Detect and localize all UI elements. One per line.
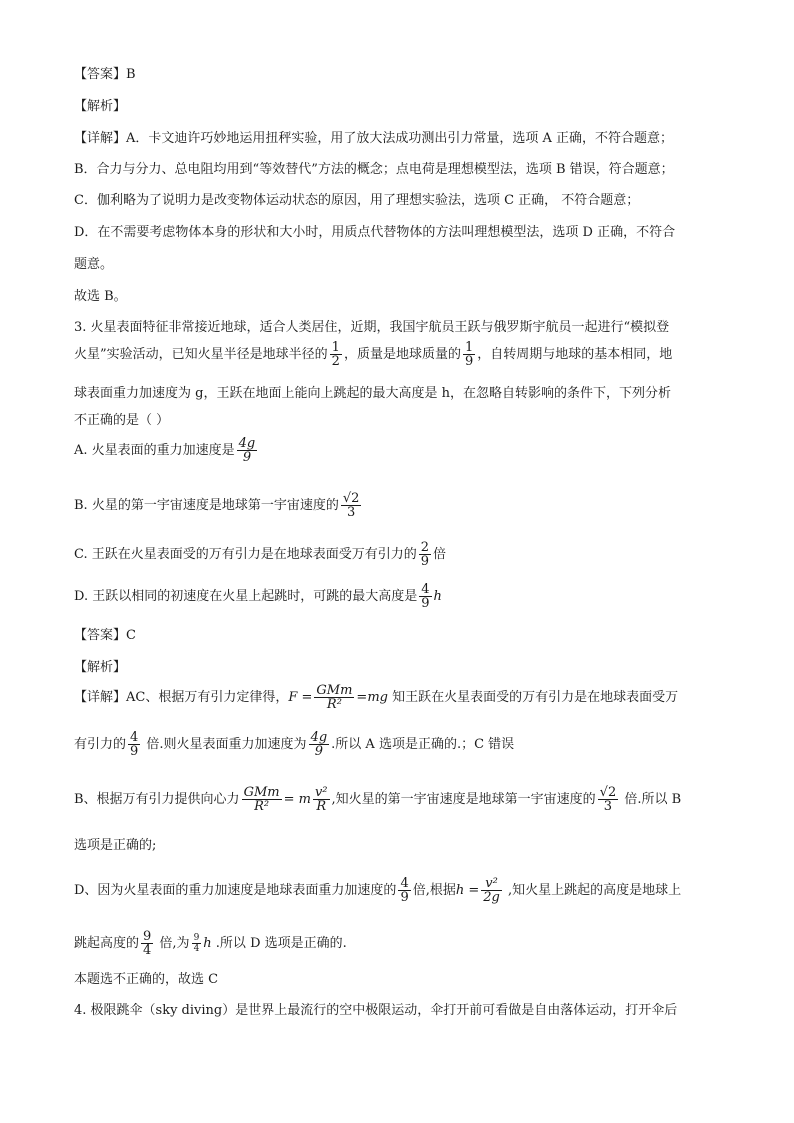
fraction-den: 3	[603, 799, 613, 814]
q3-option-b	[74, 492, 363, 519]
ac2-fraction-2	[309, 731, 330, 758]
q3-detail-d-line2	[74, 930, 347, 957]
d1-text-c: ,知火星上跳起的高度是地球上	[503, 883, 682, 898]
fraction-num: 4g	[238, 436, 256, 451]
q4-stem-line1: 4. 极限跳伞（sky diving）是世界上最流行的空中极限运动，伞打开前可看做是自由落体运动，打开伞后	[74, 1003, 678, 1018]
q2-answer: 【答案】B	[74, 67, 136, 82]
ac-mg: =mg	[356, 690, 388, 705]
d2-text-c: .所以 D 选项是正确的.	[211, 936, 347, 951]
d1-fraction-2	[481, 877, 502, 904]
fraction-num: 9	[193, 933, 200, 943]
d1-text-b: 倍,根据	[412, 883, 456, 898]
fraction-den: 9	[242, 450, 252, 465]
d2-fraction-1	[141, 930, 153, 957]
d2-h: h	[203, 936, 212, 951]
q3-option-a	[74, 437, 259, 464]
option-b-text: B. 火星的第一宇宙速度是地球第一宇宙速度的	[74, 498, 339, 513]
ac-F: F =	[288, 690, 313, 705]
option-d-text: D. 王跃以相同的初速度在火星上起跳时，可跳的最大高度是	[74, 589, 418, 604]
option-c-fraction	[419, 541, 431, 568]
ac-text-a: 【详解】AC、根据万有引力定律得，	[74, 690, 289, 705]
fraction-num: GMm	[243, 785, 280, 800]
q3-analysis-heading: 【解析】	[74, 660, 127, 675]
fraction-den: 9	[464, 354, 474, 369]
b1-text-a: B、根据万有引力提供向心力	[74, 792, 240, 807]
fraction-den: 9	[420, 554, 430, 569]
option-d-fraction	[419, 583, 431, 610]
option-c-tail: 倍	[433, 547, 447, 562]
q3-option-c	[74, 541, 446, 568]
fraction-den: 9	[400, 890, 409, 905]
option-b-fraction	[341, 492, 362, 519]
q2-conclusion: 故选 B。	[74, 289, 127, 304]
fraction-num: 1	[464, 340, 474, 355]
ac2-text-a: 有引力的	[74, 737, 127, 752]
ac-text-b: 知王跃在火星表面受的万有引力是在地球表面受万	[387, 690, 679, 705]
fraction-num: 2	[420, 540, 430, 555]
fraction-num: 4	[421, 582, 430, 597]
q3-detail-b-line2: 选项是正确的;	[74, 838, 157, 853]
q3-stem-text-c: ，自转周期与地球的基本相同，地	[477, 347, 673, 362]
q3-conclusion: 本题选不正确的，故选 C	[74, 972, 219, 987]
fraction-den: 3	[346, 505, 356, 520]
b1-fraction-3	[598, 786, 619, 813]
fraction-num: v²	[481, 877, 502, 891]
fraction-den: R²	[326, 697, 342, 712]
fraction-den: R²	[254, 799, 270, 814]
q3-stem-text-b: ，质量是地球质量的	[343, 347, 461, 362]
d2-fraction-2	[192, 933, 202, 954]
q3-stem-text-a: 火星”实验活动，已知火星半径是地球半径的	[74, 347, 328, 362]
fraction-half	[330, 341, 342, 368]
b1-text-c: 倍.所以 B	[620, 792, 682, 807]
q3-stem-line2	[74, 341, 672, 368]
q3-detail-b-line1	[74, 786, 681, 813]
fraction-num: GMm	[316, 683, 353, 698]
ac2-fraction-1	[128, 731, 140, 758]
q2-detail-d-line2: 题意。	[74, 257, 114, 272]
option-c-text: C. 王跃在火星表面受的万有引力是在地球表面受万有引力的	[74, 547, 417, 562]
q3-stem-line4: 不正确的是（ ）	[74, 413, 170, 428]
fraction-num: 9	[143, 929, 152, 944]
q2-detail-c: C．伽利略为了说明力是改变物体运动状态的原因，用了理想实验法，选项 C 正确， 不符合题意；	[74, 193, 640, 208]
d1-h: h =	[455, 883, 480, 898]
fraction-den: 2g	[483, 890, 500, 905]
fraction-den: 4	[193, 944, 200, 954]
fraction-den: 9	[421, 596, 430, 611]
q2-detail-b: B．合力与分力、总电阻均用到“等效替代”方法的概念；点电荷是理想模型法，选项 B 错误，符合题意；	[74, 162, 674, 177]
option-a-fraction	[237, 437, 258, 464]
fraction-ninth	[463, 341, 475, 368]
fraction-num: v²	[314, 785, 328, 800]
fraction-num: 4	[130, 730, 139, 745]
d2-text-b: 倍,为	[155, 936, 190, 951]
q3-stem-line1: 3. 火星表面特征非常接近地球，适合人类居住，近期，我国宇航员王跃与俄罗斯宇航员一起进行“模拟登	[74, 320, 670, 335]
fraction-num: 4	[400, 876, 409, 891]
ac-gravity-fraction	[314, 684, 354, 711]
b1-fraction-1	[242, 786, 282, 813]
option-a-text: A. 火星表面的重力加速度是	[74, 443, 235, 458]
q2-detail-d-line1: D．在不需要考虑物体本身的形状和大小时，用质点代替物体的方法叫理想模型法，选项 D 正确，不符合	[74, 225, 676, 240]
q2-analysis-heading: 【解析】	[74, 99, 127, 114]
fraction-den: 2	[331, 354, 340, 369]
q3-detail-ac-line1	[74, 684, 678, 711]
fraction-num: 4g	[310, 730, 328, 745]
q2-detail-a: 【详解】A．卡文迪许巧妙地运用扭秤实验，用了放大法成功测出引力常量，选项 A 正确，不符合题意；	[74, 131, 674, 146]
q3-stem-line3: 球表面重力加速度为 g，王跃在地面上能向上跳起的最大高度是 h，在忽略自转影响的条件下，下列分析	[74, 386, 671, 401]
q3-detail-ac-line2	[74, 731, 514, 758]
d1-text-a: D、因为火星表面的重力加速度是地球表面重力加速度的	[74, 883, 397, 898]
ac2-text-b: 倍.则火星表面重力加速度为	[142, 737, 307, 752]
d2-text-a: 跳起高度的	[74, 936, 140, 951]
b1-eq: = m	[283, 792, 311, 807]
fraction-num: 1	[331, 340, 340, 355]
fraction-den: 9	[130, 744, 139, 759]
q3-option-d	[74, 583, 442, 610]
ac2-text-c: .所以 A 选项是正确的.；C 错误	[331, 737, 515, 752]
fraction-num: √2	[599, 785, 617, 800]
b1-text-b: ,知火星的第一宇宙速度是地球第一宇宙速度的	[331, 792, 596, 807]
d1-fraction-1	[398, 877, 410, 904]
b1-fraction-2	[313, 786, 330, 813]
q3-answer: 【答案】C	[74, 628, 136, 643]
fraction-den: 9	[314, 744, 323, 759]
option-d-tail: h	[433, 589, 442, 604]
fraction-num: √2	[342, 491, 360, 506]
fraction-den: 4	[143, 943, 152, 958]
fraction-den: R	[316, 799, 327, 814]
q3-detail-d-line1	[74, 877, 681, 904]
